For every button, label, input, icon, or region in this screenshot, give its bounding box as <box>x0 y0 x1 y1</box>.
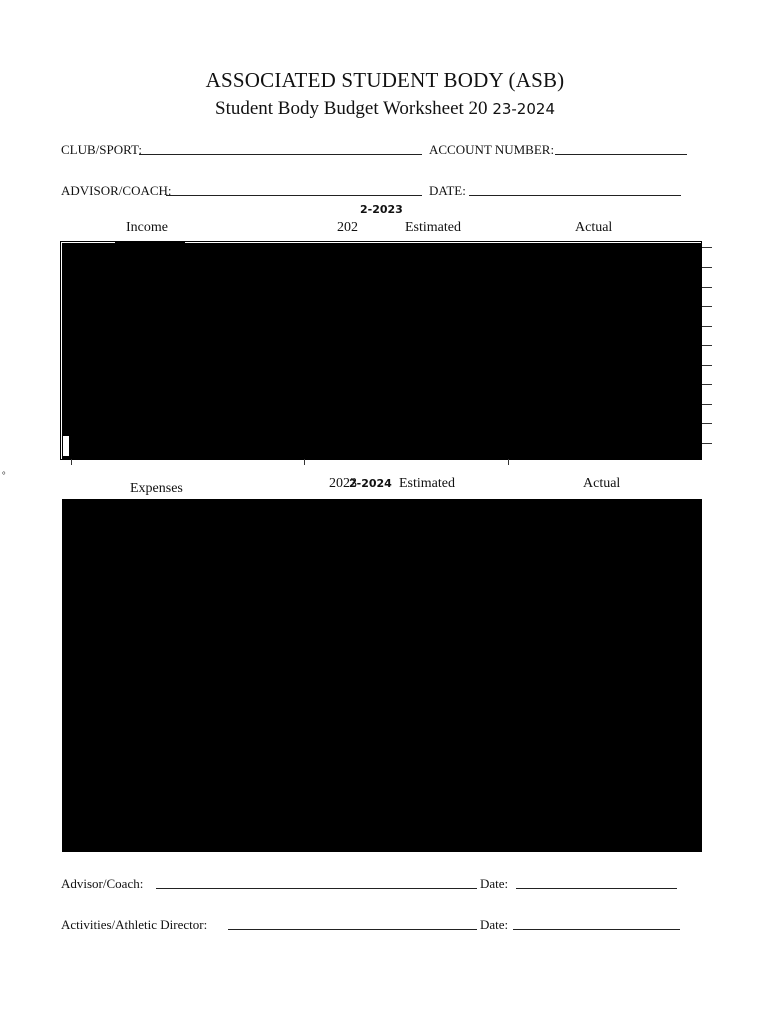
income-table-notch <box>62 435 70 457</box>
income-actual-header: Actual <box>575 220 613 235</box>
subtitle-text: Student Body Budget Worksheet 20 <box>215 98 488 119</box>
income-row-tick <box>702 365 712 366</box>
subtitle-year: 23-2024 <box>492 100 555 118</box>
income-redaction-edge <box>561 243 583 247</box>
advisor-signature-field[interactable] <box>156 888 477 889</box>
income-row-tick <box>702 326 712 327</box>
club-sport-field[interactable] <box>139 154 422 155</box>
income-year-top: 2-2023 <box>360 203 403 216</box>
advisor-coach-field[interactable] <box>166 195 422 196</box>
income-estimated-header: Estimated <box>405 220 461 235</box>
income-column-tick <box>71 459 72 465</box>
income-row-tick <box>702 247 712 248</box>
income-row-tick <box>702 384 712 385</box>
income-column-header: Income <box>126 220 168 235</box>
stray-mark: ° <box>2 470 6 480</box>
document-subtitle <box>0 98 770 120</box>
income-redaction-edge <box>115 242 185 246</box>
director-signature-label: Activities/Athletic Director: <box>61 917 208 932</box>
income-row-tick <box>702 345 712 346</box>
advisor-coach-label: ADVISOR/COACH: <box>61 183 172 198</box>
date-field[interactable] <box>469 195 681 196</box>
advisor-date-field[interactable] <box>516 888 677 889</box>
income-row-tick <box>702 267 712 268</box>
income-redaction-edge <box>400 244 418 248</box>
income-row-tick <box>702 423 712 424</box>
director-date-field[interactable] <box>513 929 680 930</box>
income-row-tick <box>702 443 712 444</box>
director-date-label: Date: <box>480 917 509 932</box>
income-row-tick <box>702 306 712 307</box>
expenses-year-header <box>329 476 392 492</box>
expenses-actual-header: Actual <box>583 476 621 491</box>
expenses-year-overlay: 2-2024 <box>349 477 392 490</box>
advisor-signature-label: Advisor/Coach: <box>61 876 144 891</box>
expenses-year: 2023 <box>329 476 357 491</box>
advisor-date-label: Date: <box>480 876 509 891</box>
date-label: DATE: <box>429 183 466 198</box>
income-redaction-edge <box>270 244 290 248</box>
expenses-estimated-header: Estimated <box>399 476 455 491</box>
income-row-tick <box>702 287 712 288</box>
income-row-tick <box>702 404 712 405</box>
director-signature-field[interactable] <box>228 929 477 930</box>
expenses-table-redacted <box>62 499 702 852</box>
income-table-redacted <box>62 243 702 459</box>
account-number-label: ACCOUNT NUMBER: <box>429 142 555 157</box>
account-number-field[interactable] <box>555 154 687 155</box>
income-column-tick <box>508 459 509 465</box>
expenses-column-header: Expenses <box>130 481 183 496</box>
document-title: ASSOCIATED STUDENT BODY (ASB) <box>205 68 565 92</box>
income-column-tick <box>304 459 305 465</box>
income-year-header: 202 <box>337 220 358 235</box>
club-sport-label: CLUB/SPORT: <box>61 142 142 157</box>
